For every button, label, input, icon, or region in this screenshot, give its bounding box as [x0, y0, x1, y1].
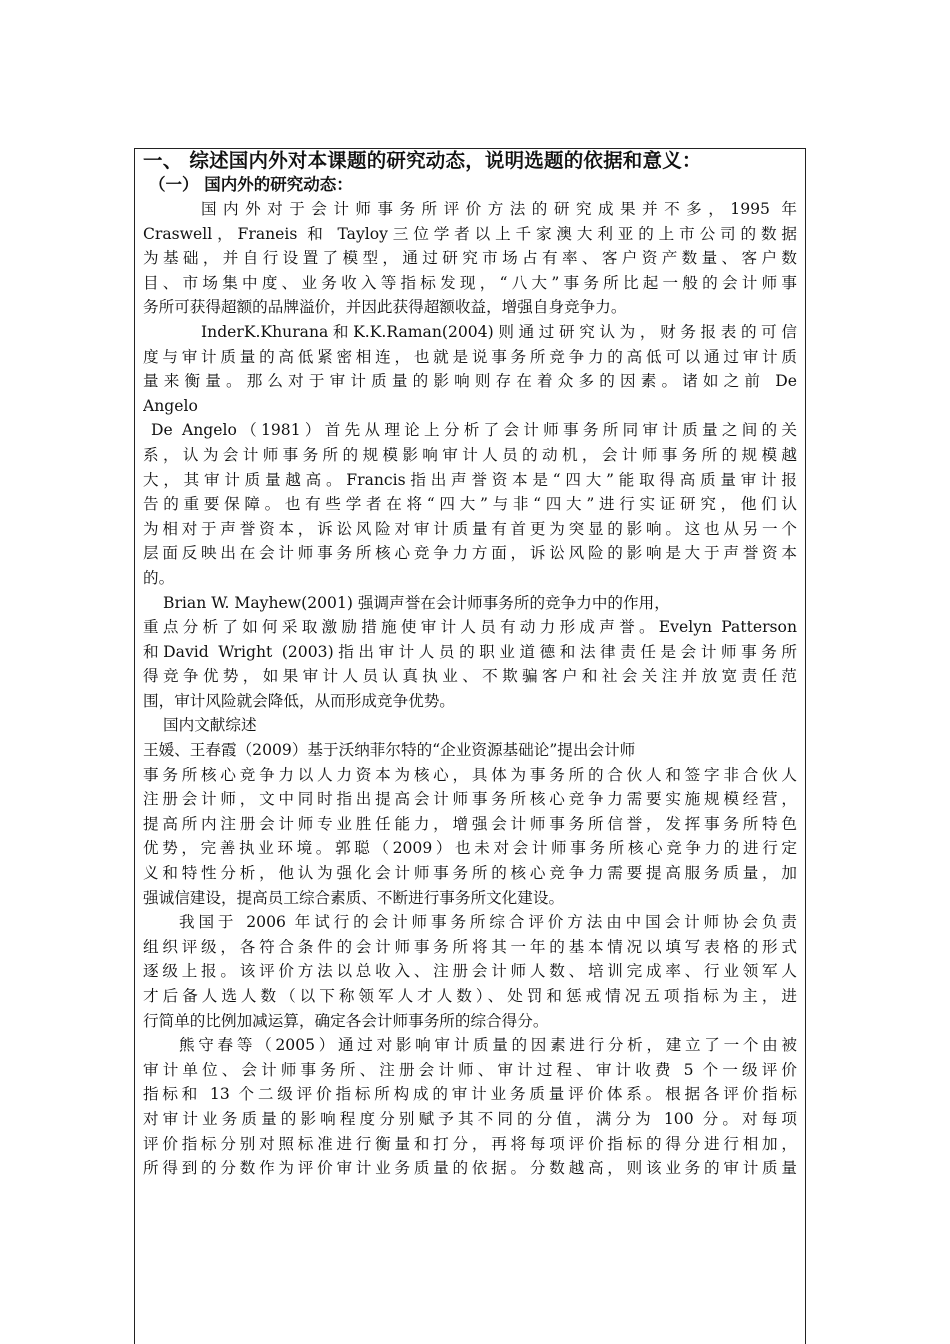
text-line: InderK.Khurana和K.K.Raman(2004)则通过研究认为，财务报表的可信 — [201, 322, 797, 341]
text-line: Brian W. Mayhew(2001) 强调声誉在会计师事务所的竞争力中的作用， — [163, 593, 670, 612]
text-line: 才后备人选人数（以下称领军人才人数）、处罚和惩戒情况五项指标为主，进 — [143, 987, 797, 1005]
text-line: 目、市场集中度、业务收入等指标发现，“八大”事务所比起一般的会计师事 — [143, 273, 797, 292]
paragraph-domestic-1 — [143, 738, 797, 910]
text-line: 为基础，并自行设置了模型，通过研究市场占有率、客户资产数量、客户数 — [143, 249, 797, 268]
text-line: 得竞争优势，如果审计人员认真执业、不欺骗客户和社会关注并放宽责任范 — [143, 667, 797, 686]
text-line: 逐级上报。该评价方法以总收入、注册会计师人数、培训完成率、行业领军人 — [143, 962, 797, 981]
text-line: 评价指标分别对照标准进行衡量和打分，再将每项评价指标的得分进行相加， — [143, 1134, 797, 1153]
text-line: 优势，完善执业环境。郭聪（2009）也未对会计师事务所核心竞争力的进行定 — [143, 839, 797, 858]
text-line: 熊守春等（2005）通过对影响审计质量的因素进行分析，建立了一个由被 — [179, 1036, 797, 1055]
text-line: 重点分析了如何采取激励措施使审计人员有动力形成声誉。Evelyn Patterson — [143, 618, 797, 637]
domestic-literature-label: 国内文献综述 — [163, 716, 257, 735]
text-line: 围，审计风险就会降低，从而形成竞争优势。 — [143, 691, 455, 710]
document-body — [143, 149, 797, 1181]
text-line: 事务所核心竞争力以人力资本为核心，具体为事务所的合伙人和签字非合伙人 — [143, 765, 797, 784]
paragraph-international-4 — [143, 591, 797, 714]
text-line: 为相对于声誉资本，诉讼风险对审计质量有首更为突显的影响。这也从另一个 — [143, 519, 797, 538]
text-line: 审计单位、会计师事务所、注册会计师、审计过程、审计收费 5 个一级评价 — [143, 1060, 797, 1079]
text-line: Craswell，Franeis 和 Tayloy三位学者以上千家澳大利亚的上市公司的数据 — [143, 224, 797, 243]
text-line: 所得到的分数作为评价审计业务质量的依据。分数越高，则该业务的审计质量 — [143, 1159, 797, 1178]
text-line: 我国于 2006 年试行的会计师事务所综合评价方法由中国会计师协会负责 — [179, 913, 797, 932]
text-line: 提高所内注册会计师专业胜任能力，增强会计师事务所信誉，发挥事务所特色 — [143, 814, 797, 833]
text-line: 强诚信建设，提高员工综合素质、不断进行事务所文化建设。 — [143, 888, 565, 907]
text-line: 的。 — [143, 568, 175, 587]
paragraph-domestic-2 — [143, 910, 797, 1033]
text-line: De Angelo（1981）首先从理论上分析了会计师事务所同审计质量之间的关 — [151, 421, 797, 440]
text-line: 义和特性分析，他认为强化会计师事务所的核心竞争力需要提高服务质量，加 — [143, 864, 797, 883]
paragraph-international-2 — [143, 320, 797, 418]
text-line: 注册会计师，文中同时指出提高会计师事务所核心竞争力需要实施规模经营， — [143, 790, 797, 809]
text-line: 务所可获得超额的品牌溢价，并因此获得超额收益，增强自身竞争力。 — [143, 298, 627, 317]
text-line: 大，其审计质量越高。Francis指出声誉资本是“四大”能取得高质量审计报 — [143, 470, 797, 489]
paragraph-international-1 — [143, 197, 797, 320]
subsection-heading: （一） 国内外的研究动态： — [149, 175, 353, 194]
text-line: 国内外对于会计师事务所评价方法的研究成果并不多，1995 年 — [201, 200, 797, 218]
paragraph-domestic-3 — [143, 1033, 797, 1181]
text-line: 层面反映出在会计师事务所核心竞争力方面，诉讼风险的影响是大于声誉资本 — [143, 544, 797, 563]
text-line: 对审计业务质量的影响程度分别赋予其不同的分值，满分为 100 分。对每项 — [143, 1109, 797, 1128]
text-line: 王媛、王春霞（2009）基于沃纳菲尔特的“企业资源基础论”提出会计师 — [143, 741, 636, 760]
text-line: 告的重要保障。也有些学者在将“四大”与非“四大”进行实证研究，他们认 — [143, 495, 797, 514]
text-line: 度与审计质量的高低紧密相连，也就是说事务所竞争力的高低可以通过审计质 — [143, 347, 797, 366]
content-table-cell — [134, 148, 806, 1344]
text-line: 量来衡量。那么对于审计质量的影响则存在着众多的因素。诸如之前 De — [143, 372, 797, 391]
section-heading: 一、 综述国内外对本课题的研究动态，说明选题的依据和意义： — [143, 149, 702, 172]
paragraph-international-3 — [143, 418, 797, 590]
text-line: 系，认为会计师事务所的规模影响审计人员的动机，会计师事务所的规模越 — [143, 445, 797, 464]
text-line: 指标和 13 个二级评价指标所构成的审计业务质量评价体系。根据各评价指标 — [143, 1085, 797, 1104]
text-line: 组织评级，各符合条件的会计师事务所将其一年的基本情况以填写表格的形式 — [143, 937, 797, 956]
text-line: 行简单的比例加减运算，确定各会计师事务所的综合得分。 — [143, 1011, 549, 1030]
text-line: 和David Wright (2003)指出审计人员的职业道德和法律责任是会计师事务所 — [143, 642, 797, 661]
text-line: Angelo — [143, 396, 198, 415]
